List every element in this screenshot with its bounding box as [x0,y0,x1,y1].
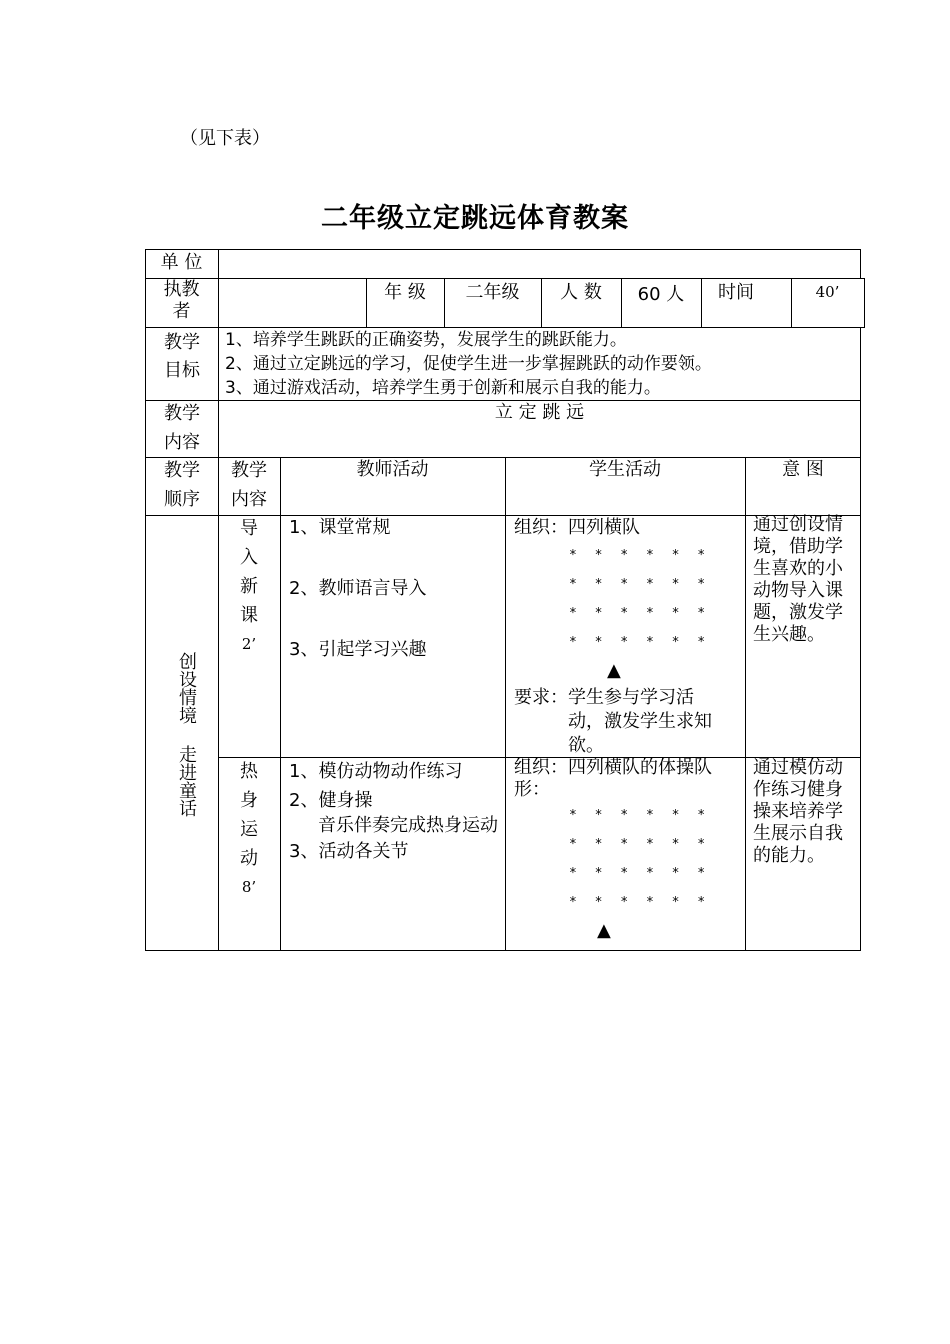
count-value: 60 人 [637,284,685,305]
student-row-marks: * * * * * * [569,548,711,563]
grade-label: 年 级 [384,282,426,303]
phase-char: 课 [240,605,258,626]
teacher-step: 3、活动各关节 [289,841,409,862]
content-label: 教学内容 [164,403,200,453]
student-activity-header: 学生活动 [589,459,661,480]
intent-header: 意 图 [782,459,824,480]
student-row-marks: * * * * * * [569,635,711,650]
intent-intro: 通过创设情境，借助学生喜欢的小动物导入课题，激发学生兴趣。 [753,514,843,645]
student-row-marks: * * * * * * [569,837,711,852]
phase-char: 新 [240,576,258,597]
phase-intro [218,514,280,659]
teacher-step: 1、课堂常规 [289,517,391,538]
time-label: 时间 [718,282,754,303]
phase-warmup [218,757,280,902]
formation-diagram [514,801,742,944]
see-below-note: （见下表） [180,128,270,149]
phase-char: 热 [240,761,258,782]
teacher-position-icon: ▲ [597,920,611,941]
teacher-step: 3、引起学习兴趣 [289,639,427,660]
teacher-label: 执教者 [163,279,200,322]
requirement-text: 学生参与学习活动，激发学生求知欲。 [568,687,712,756]
goal-list [225,328,859,400]
phase-char: 身 [240,790,258,811]
page-title: 二年级立定跳远体育教案 [321,203,629,234]
student-activity-intro [514,514,742,758]
student-row-marks: * * * * * * [569,895,711,910]
teacher-step: 2、健身操 [289,790,373,811]
phase-char: 动 [240,848,258,869]
organization-text: 组织：四列横队 [514,517,640,538]
time-value: 40’ [815,283,840,301]
phase-char: 入 [240,547,258,568]
student-row-marks: * * * * * * [569,866,711,881]
teacher-step: 2、教师语言导入 [289,578,427,599]
student-row-marks: * * * * * * [569,606,711,621]
phase-duration: 2’ [241,635,257,653]
section-label: 创设情境 走进童话 [176,652,197,817]
teacher-activity-intro [289,514,501,663]
goal-item: 2、通过立定跳远的学习，促使学生进一步掌握跳跃的动作要领。 [225,354,712,374]
teacher-position-icon: ▲ [607,660,621,681]
order-header: 教学顺序 [164,460,200,510]
phase-duration: 8’ [241,878,257,896]
requirement-label: 要求： [514,687,568,708]
unit-label: 单 位 [160,252,203,273]
goal-item: 3、通过游戏活动，培养学生勇于创新和展示自我的能力。 [225,378,661,398]
intent-warmup: 通过模仿动作练习健身操来培养学生展示自我的能力。 [753,757,843,866]
count-label: 人 数 [560,282,602,303]
goal-item: 1、培养学生跳跃的正确姿势，发展学生的跳跃能力。 [225,330,627,350]
phase-char: 运 [240,819,258,840]
goal-label: 教学目标 [164,332,200,381]
student-row-marks: * * * * * * [569,577,711,592]
teacher-activity-header: 教师活动 [356,459,429,480]
content-value: 立 定 跳 远 [494,402,585,423]
sub-content-header: 教学内容 [231,460,267,510]
teacher-activity-warmup [289,757,501,866]
student-row-marks: * * * * * * [569,808,711,823]
formation-diagram [514,541,742,684]
organization-text: 组织：四列横队的体操队形： [514,757,712,800]
teacher-step-detail: 音乐伴奏完成热身运动 [318,815,498,836]
grade-value: 二年级 [465,282,520,303]
teacher-step: 1、模仿动物动作练习 [289,761,463,782]
phase-char: 导 [240,518,258,539]
student-activity-warmup [514,757,742,944]
